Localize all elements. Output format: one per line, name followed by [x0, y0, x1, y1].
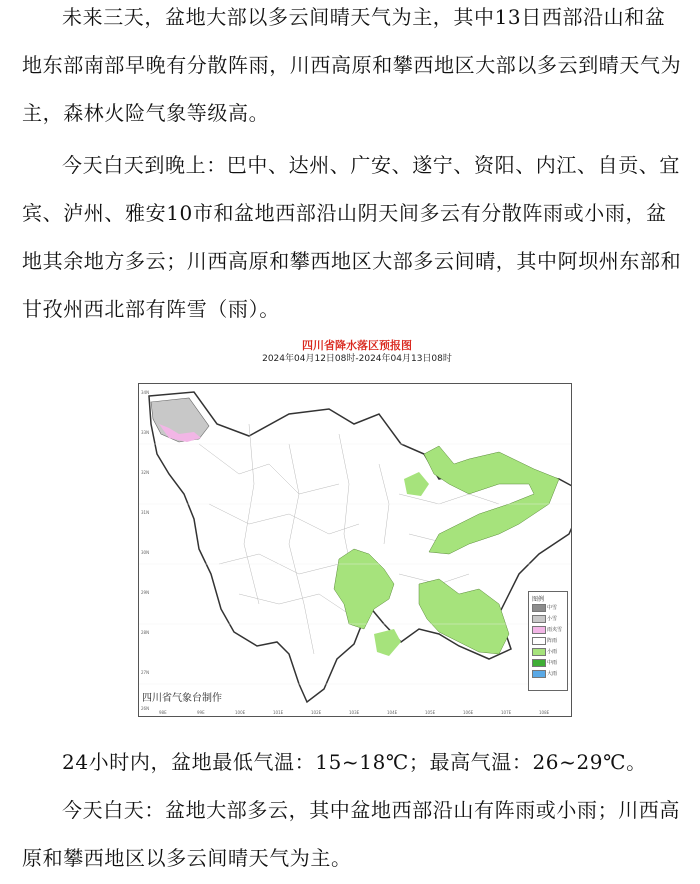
lon-tick: 99E — [197, 710, 205, 715]
paragraph-temperature: 24小时内，盆地最低气温：15~18℃；最高气温：26~29℃。 — [62, 750, 647, 774]
lat-tick: 27N — [141, 670, 150, 675]
legend-item — [532, 614, 566, 623]
legend-label: 雨夹雪 — [547, 627, 563, 633]
lon-tick: 103E — [349, 710, 360, 715]
legend-swatch — [532, 626, 546, 634]
lon-tick: 108E — [539, 710, 550, 715]
legend-label: 大雨 — [547, 671, 558, 677]
lon-tick: 98E — [159, 710, 167, 715]
legend-swatch — [532, 659, 546, 667]
map-frame — [138, 383, 572, 717]
legend-swatch — [532, 604, 546, 612]
legend-item — [532, 603, 566, 612]
lat-tick: 30N — [141, 550, 150, 555]
legend-swatch — [532, 670, 546, 678]
lat-tick: 26N — [141, 706, 150, 711]
lat-tick: 33N — [141, 430, 150, 435]
legend-item — [532, 658, 566, 667]
lon-tick: 101E — [273, 710, 284, 715]
map-credit: 四川省气象台制作 — [142, 693, 222, 704]
legend-title: 图例 — [532, 596, 545, 603]
province-outline — [149, 392, 571, 702]
lat-tick: 34N — [141, 390, 150, 395]
legend-swatch — [532, 637, 546, 645]
legend-item — [532, 625, 566, 634]
paragraph-three-day-forecast: 未来三天，盆地大部以多云间晴天气为主，其中13日西部沿山和盆地东部南部早晚有分散阵雨，川西高原和攀西地区大部以多云到晴天气为主，森林火险气象等级高。 — [22, 5, 682, 125]
map-title: 四川省降水落区预报图 — [302, 339, 412, 352]
map-legend — [528, 591, 568, 691]
lon-tick: 107E — [501, 710, 512, 715]
legend-label: 中雪 — [547, 605, 558, 611]
lat-tick: 31N — [141, 510, 150, 515]
legend-item — [532, 647, 566, 656]
lon-tick: 106E — [463, 710, 474, 715]
legend-label: 中雨 — [547, 660, 558, 666]
paragraph-today-forecast: 今天白天到晚上：巴中、达州、广安、遂宁、资阳、内江、自贡、宜宾、泸州、雅安10市和盆地西部沿山阴天间多云有分散阵雨或小雨，盆地其余地方多云；川西高原和攀西地区大部多云间晴，其中阿坝州东部和甘孜州西北部有阵雪（雨）。 — [22, 153, 682, 321]
lat-tick: 29N — [141, 590, 150, 595]
legend-item — [532, 636, 566, 645]
legend-label: 小雨 — [547, 649, 558, 655]
lon-tick: 100E — [235, 710, 246, 715]
lat-tick: 28N — [141, 630, 150, 635]
legend-swatch — [532, 615, 546, 623]
legend-label: 阵雨 — [547, 638, 558, 644]
lat-tick: 32N — [141, 470, 150, 475]
precipitation-map-figure — [132, 337, 582, 721]
lon-tick: 105E — [425, 710, 436, 715]
lon-tick: 104E — [387, 710, 398, 715]
map-subtitle: 2024年04月12日08时-2024年04月13日08时 — [262, 354, 452, 364]
legend-label: 小雪 — [547, 616, 558, 622]
paragraph-today-daytime: 今天白天：盆地大部多云，其中盆地西部沿山有阵雨或小雨；川西高原和攀西地区以多云间晴天气为主。 — [22, 798, 680, 870]
legend-swatch — [532, 648, 546, 656]
sichuan-map — [139, 384, 571, 716]
lon-tick: 102E — [311, 710, 322, 715]
legend-item — [532, 669, 566, 678]
